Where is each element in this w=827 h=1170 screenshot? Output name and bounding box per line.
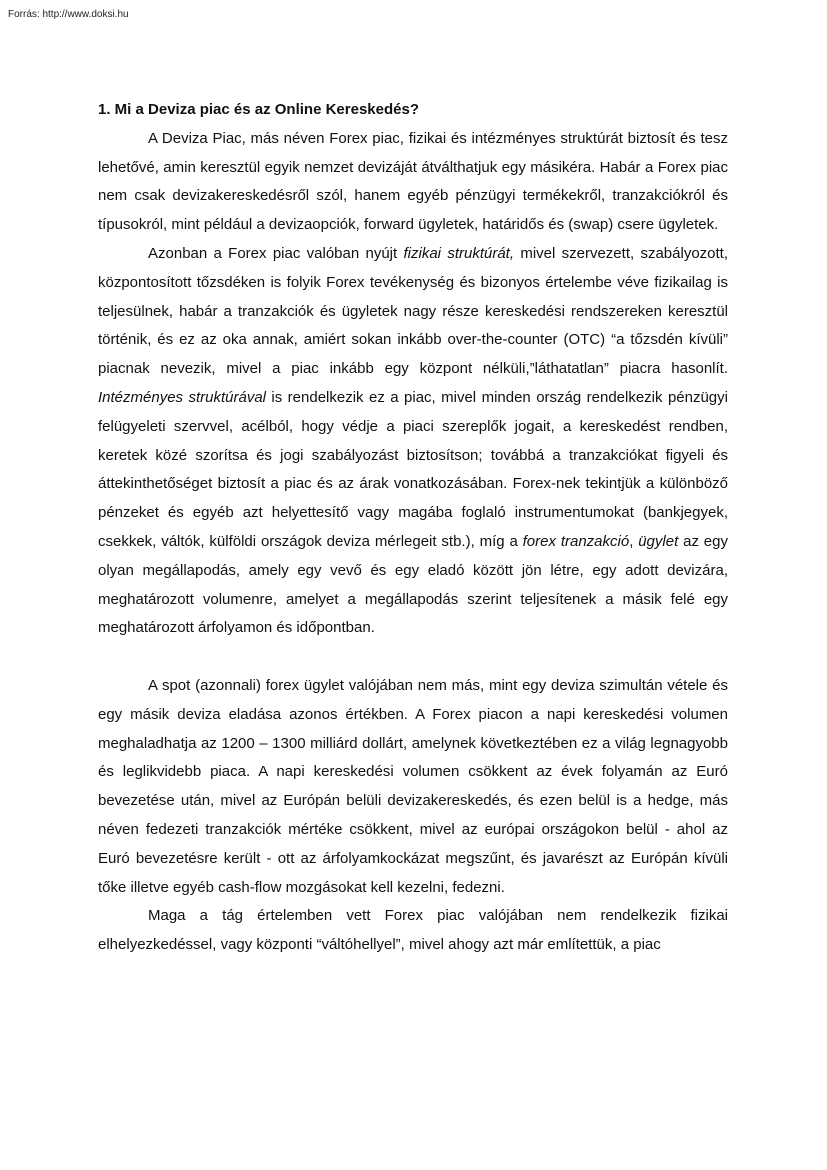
p2-text-5: az egy olyan megállapodás, amely egy vevő és egy eladó között jön létre, egy adott devizára, meghatározott volumenre, amelyet a megállapodás szerint teljesítenek a másik felé egy meghatározott árfolyamon és időpontban.: [98, 532, 728, 637]
p2-text-2: mivel szervezett, szabályozott, központosított tőzsdéken is folyik Forex tevékenység és bizonyos értelembe véve fizikailag is teljesülnek, habár a tranzakciók és ügyletek nagy része kereskedési rendszereken keresztül történik, és ez az oka annak, amiért sokan inkább over-the-counter (OTC) “a tőzsdén kívüli” piacnak nevezik, mivel a piac inkább egy központ nélküli,”láthatatlan” piacra hasonlít.: [98, 244, 729, 378]
paragraph-gap: [98, 643, 728, 672]
p2-italic-3: forex tranzakció: [522, 532, 630, 550]
paragraph-3: A spot (azonnali) forex ügylet valójában nem más, mint egy deviza szimultán vétele és egy másik deviza eladása azonos értékben. A Forex piacon a napi kereskedési volumen meghaladhatja az 1200 – 1300 milliárd dollárt, amelynek következtében ez a világ legnagyobb és leglikvidebb piaca. A napi kereskedési volumen csökkent az évek folyamán az Euró bevezetése után, mivel az Európán belüli devizakereskedés, és ezen belül is a hedge, más néven fedezeti tranzakciók mértéke csökkent, mivel az európai országokon belül - ahol az Euró bevezetésre került - ott az árfolyamkockázat megszűnt, és javarészt az Európán kívüli tőke illetve egyéb cash-flow mozgásokat kell kezelni, fedezni.: [98, 676, 728, 896]
paragraph-2: [98, 240, 728, 643]
section-heading: 1. Mi a Deviza piac és az Online Kereskedés?: [98, 101, 419, 118]
p2-text-3: is rendelkezik ez a piac, mivel minden ország rendelkezik pénzügyi felügyeleti szervvel, acélból, hogy védje a piaci szereplők jogait, a kereskedést rendben, keretek közé szorítsa és jogi szabályozást biztosítson; továbbá a tranzakciókat figyeli és áttekinthetőséget biztosít a piac és az árak vonatkozásában. Forex-nek tekintjük a különböző pénzeket és egyéb azt helyettesítő vagy magába foglaló instrumentumokat (bankjegyek, csekkek, váltók, külföldi országok deviza mérlegeit stb.), míg a: [98, 388, 728, 550]
source-label: Forrás: http://www.doksi.hu: [8, 9, 129, 20]
p2-text-4: ,: [629, 532, 639, 550]
paragraph-4: Maga a tág értelemben vett Forex piac valójában nem rendelkezik fizikai elhelyezkedéssel, vagy központi “váltóhellyel”, mivel ahogy azt már említettük, a piac: [98, 907, 728, 954]
p2-text-1: Azonban a Forex piac valóban nyújt: [148, 244, 404, 262]
document-body: [98, 96, 728, 960]
p2-italic-2: Intézményes struktúrával: [98, 388, 266, 406]
p2-italic-1: fizikai struktúrát,: [403, 244, 515, 262]
p2-italic-4: ügylet: [638, 532, 679, 550]
paragraph-1: A Deviza Piac, más néven Forex piac, fizikai és intézményes struktúrát biztosít és tesz lehetővé, amin keresztül egyik nemzet devizáját átválthatjuk egy másikéra. Habár a Forex piac nem csak devizakereskedésről szól, hanem egyéb pénzügyi termékekről, tranzakciókról és típusokról, mint például a devizaopciók, forward ügyletek, határidős és (swap) csere ügyletek.: [98, 129, 728, 234]
